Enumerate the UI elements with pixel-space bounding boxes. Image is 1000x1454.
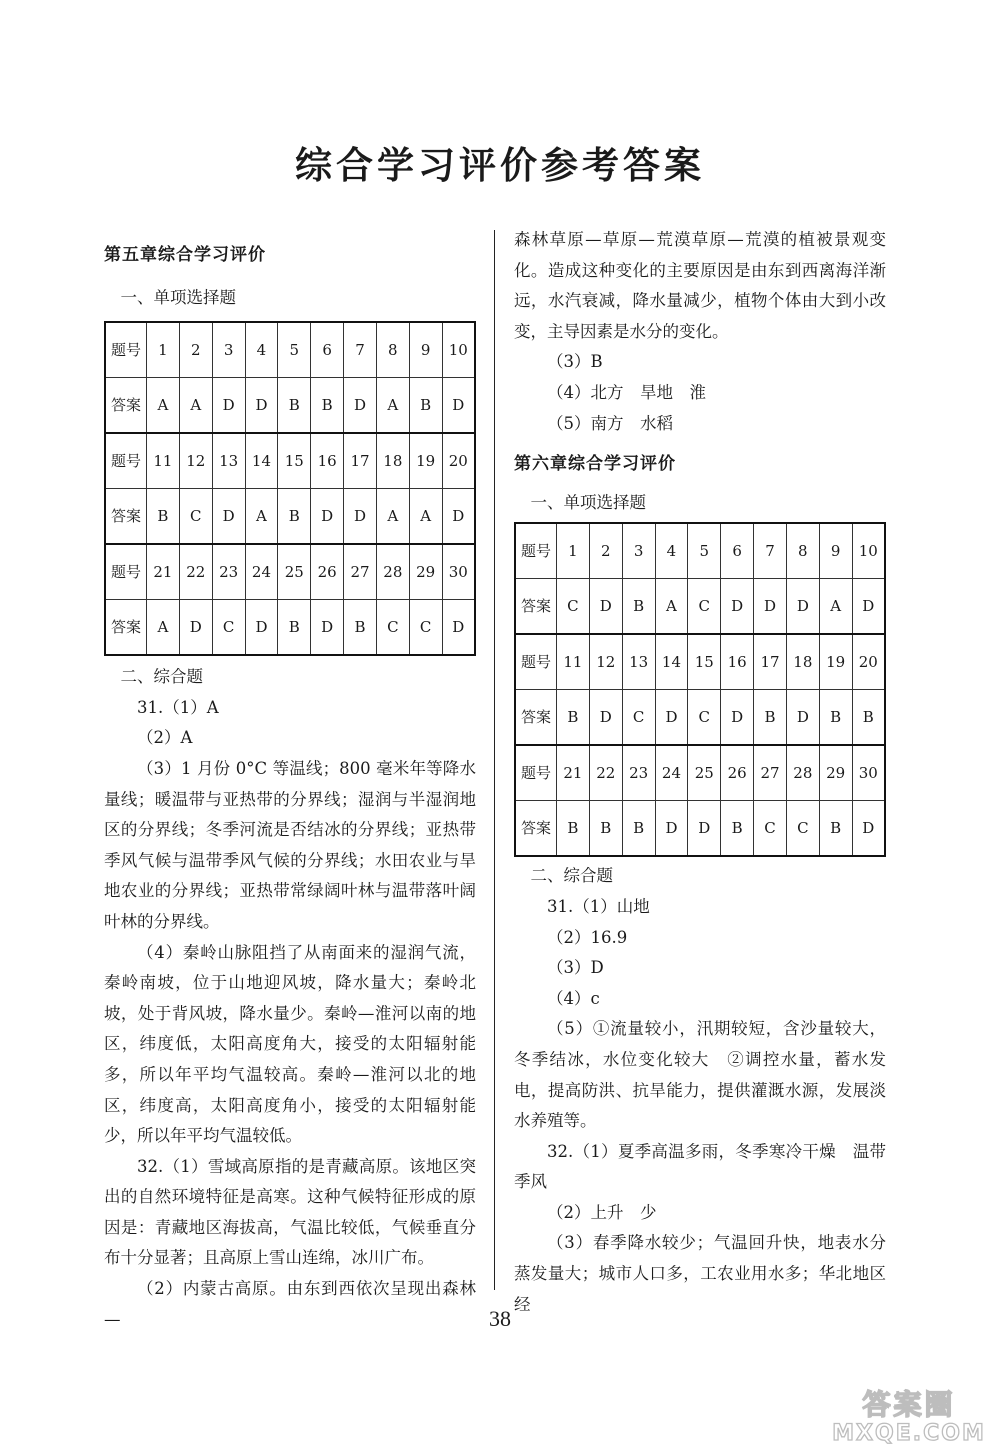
row-label: 题号 xyxy=(515,523,557,579)
answer-cell: D xyxy=(721,579,754,635)
question-number: 26 xyxy=(311,544,344,600)
watermark-logo xyxy=(828,1384,990,1446)
answer-group xyxy=(105,433,475,544)
question-number: 4 xyxy=(245,322,278,378)
answer-cell: A xyxy=(376,378,409,434)
answer-cell: D xyxy=(212,489,245,545)
table-row xyxy=(105,322,475,378)
chapter6-answer-table xyxy=(514,522,886,857)
question-number: 8 xyxy=(786,523,819,579)
chapter5-section1-heading: 一、单项选择题 xyxy=(120,287,236,307)
answer-paragraph: （4）北方 旱地 淮 xyxy=(547,382,706,402)
question-number: 28 xyxy=(376,544,409,600)
question-number: 9 xyxy=(409,322,442,378)
row-label: 答案 xyxy=(105,600,147,656)
question-number: 30 xyxy=(442,544,475,600)
answer-cell: C xyxy=(212,600,245,656)
answer-cell: D xyxy=(442,489,475,545)
question-number: 24 xyxy=(655,745,688,801)
question-number: 29 xyxy=(409,544,442,600)
question-number: 17 xyxy=(344,433,377,489)
answer-cell: C xyxy=(688,690,721,746)
answer-cell: B xyxy=(819,690,852,746)
question-number: 8 xyxy=(376,322,409,378)
answer-group xyxy=(515,634,885,745)
answer-cell: D xyxy=(311,489,344,545)
answer-paragraph: （3）B xyxy=(547,352,603,372)
answer-paragraph: 31.（1）A xyxy=(137,697,219,717)
question-number: 22 xyxy=(179,544,212,600)
question-number: 19 xyxy=(819,634,852,690)
question-number: 24 xyxy=(245,544,278,600)
answer-cell: B xyxy=(278,378,311,434)
answer-cell: C xyxy=(179,489,212,545)
answer-paragraph: （5）南方 水稻 xyxy=(547,413,673,433)
question-number: 15 xyxy=(278,433,311,489)
question-number: 7 xyxy=(344,322,377,378)
answer-paragraph: （4）秦岭山脉阻挡了从南面来的湿润气流，秦岭南坡，位于山地迎风坡，降水量大；秦岭北坡，处于背风坡，降水量少。秦岭—淮河以南的地区，纬度低，太阳高度角大，接受的太阳辐射能多，所以年平均气温较高。秦岭—淮河以北的地区，纬度高，太阳高度角小，接受的太阳辐射能少，所以年平均气温较低。 xyxy=(104,942,476,1146)
answer-cell: D xyxy=(852,579,885,635)
answer-cell: B xyxy=(278,600,311,656)
chapter5-answer-table xyxy=(104,321,476,656)
answer-cell: D xyxy=(245,378,278,434)
question-number: 6 xyxy=(721,523,754,579)
right-column xyxy=(514,225,886,1320)
table-row xyxy=(515,745,885,801)
chapter6-section1-heading: 一、单项选择题 xyxy=(530,492,646,512)
answer-cell: A xyxy=(376,489,409,545)
question-number: 27 xyxy=(754,745,787,801)
question-number: 10 xyxy=(852,523,885,579)
answer-group xyxy=(515,523,885,634)
question-number: 6 xyxy=(311,322,344,378)
question-number: 29 xyxy=(819,745,852,801)
answer-paragraph: （3）D xyxy=(547,958,604,978)
answer-cell: A xyxy=(245,489,278,545)
answer-cell: B xyxy=(557,690,590,746)
answer-cell: B xyxy=(754,690,787,746)
question-number: 3 xyxy=(212,322,245,378)
answer-cell: A xyxy=(147,600,180,656)
row-label: 题号 xyxy=(105,322,147,378)
answer-cell: C xyxy=(376,600,409,656)
answer-paragraph-continued: 森林草原—草原—荒漠草原—荒漠的植被景观变化。造成这种变化的主要原因是由东到西离海洋渐远，水汽衰减，降水量减少，植物个体由大到小改变，主导因素是水分的变化。 xyxy=(514,230,886,341)
answer-cell: D xyxy=(311,600,344,656)
question-number: 14 xyxy=(245,433,278,489)
answer-cell: D xyxy=(786,579,819,635)
answer-cell: B xyxy=(852,690,885,746)
question-number: 30 xyxy=(852,745,885,801)
question-number: 18 xyxy=(786,634,819,690)
row-label: 题号 xyxy=(515,634,557,690)
answer-cell: A xyxy=(179,378,212,434)
answer-cell: B xyxy=(819,801,852,857)
question-number: 1 xyxy=(147,322,180,378)
row-label: 答案 xyxy=(515,579,557,635)
answer-cell: B xyxy=(721,801,754,857)
answer-paragraph: （3）春季降水较少；气温回升快，地表水分蒸发量大；城市人口多，工农业用水多；华北地区经 xyxy=(514,1233,886,1314)
row-label: 答案 xyxy=(515,801,557,857)
question-number: 20 xyxy=(852,634,885,690)
answer-cell: D xyxy=(212,378,245,434)
chapter6-title: 第六章综合学习评价 xyxy=(514,454,676,475)
question-number: 16 xyxy=(721,634,754,690)
question-number: 11 xyxy=(557,634,590,690)
answer-cell: A xyxy=(819,579,852,635)
table-row xyxy=(105,544,475,600)
table-row xyxy=(515,523,885,579)
question-number: 21 xyxy=(557,745,590,801)
question-number: 12 xyxy=(589,634,622,690)
answer-cell: B xyxy=(589,801,622,857)
answer-cell: C xyxy=(622,690,655,746)
question-number: 4 xyxy=(655,523,688,579)
answer-cell: D xyxy=(442,378,475,434)
question-number: 5 xyxy=(688,523,721,579)
answer-cell: D xyxy=(442,600,475,656)
question-number: 23 xyxy=(622,745,655,801)
question-number: 7 xyxy=(754,523,787,579)
table-row xyxy=(105,489,475,545)
answer-cell: C xyxy=(754,801,787,857)
row-label: 答案 xyxy=(515,690,557,746)
question-number: 10 xyxy=(442,322,475,378)
answer-cell: D xyxy=(245,600,278,656)
question-number: 25 xyxy=(278,544,311,600)
answer-cell: D xyxy=(344,378,377,434)
question-number: 3 xyxy=(622,523,655,579)
answer-cell: C xyxy=(557,579,590,635)
answer-cell: B xyxy=(344,600,377,656)
chapter6-section2-heading: 二、综合题 xyxy=(530,866,613,886)
answer-cell: A xyxy=(147,378,180,434)
question-number: 20 xyxy=(442,433,475,489)
row-label: 答案 xyxy=(105,378,147,434)
row-label: 题号 xyxy=(105,433,147,489)
answer-cell: C xyxy=(409,600,442,656)
question-number: 12 xyxy=(179,433,212,489)
answer-cell: D xyxy=(344,489,377,545)
row-label: 题号 xyxy=(105,544,147,600)
question-number: 23 xyxy=(212,544,245,600)
answer-paragraph: （2）A xyxy=(137,728,193,748)
question-number: 17 xyxy=(754,634,787,690)
table-row xyxy=(515,690,885,746)
question-number: 15 xyxy=(688,634,721,690)
answer-paragraph: （2）上升 少 xyxy=(547,1202,657,1222)
question-number: 16 xyxy=(311,433,344,489)
answer-cell: D xyxy=(852,801,885,857)
question-number: 13 xyxy=(212,433,245,489)
answer-cell: B xyxy=(409,378,442,434)
question-number: 22 xyxy=(589,745,622,801)
question-number: 28 xyxy=(786,745,819,801)
question-number: 19 xyxy=(409,433,442,489)
answer-cell: B xyxy=(278,489,311,545)
question-number: 14 xyxy=(655,634,688,690)
table-row xyxy=(105,433,475,489)
column-divider xyxy=(494,230,495,1290)
left-column xyxy=(104,240,476,1335)
question-number: 11 xyxy=(147,433,180,489)
chapter5-title: 第五章综合学习评价 xyxy=(104,245,266,265)
answer-paragraph: （4）c xyxy=(547,988,600,1008)
answer-cell: D xyxy=(786,690,819,746)
answer-cell: B xyxy=(557,801,590,857)
answer-group xyxy=(105,322,475,433)
answer-paragraph: （2）内蒙古高原。由东到西依次呈现出森林— xyxy=(104,1279,476,1329)
answer-paragraph: （2）16.9 xyxy=(547,927,628,947)
page-title: 综合学习评价参考答案 xyxy=(295,144,705,187)
answer-cell: C xyxy=(786,801,819,857)
table-row xyxy=(515,579,885,635)
question-number: 13 xyxy=(622,634,655,690)
table-row xyxy=(105,378,475,434)
question-number: 1 xyxy=(557,523,590,579)
answer-cell: D xyxy=(754,579,787,635)
row-label: 题号 xyxy=(515,745,557,801)
answer-cell: B xyxy=(622,801,655,857)
svg-text:MXQE.COM: MXQE.COM xyxy=(832,1421,986,1446)
question-number: 2 xyxy=(179,322,212,378)
answer-paragraph: （3）1 月份 0°C 等温线；800 毫米年等降水量线；暖温带与亚热带的分界线；湿润与半湿润地区的分界线；冬季河流是否结冰的分界线；亚热带季风气候与温带季风气候的分界线；水田农业与旱地农业的分界线；亚热带常绿阔叶林与温带落叶阔叶林的分界线。 xyxy=(104,758,476,931)
answer-paragraph: 32.（1）雪域高原指的是青藏高原。该地区突出的自然环境特征是高寒。这种气候特征形成的原因是：青藏地区海拔高，气温比较低，气候垂直分布十分显著；且高原上雪山连绵，冰川广布。 xyxy=(104,1156,476,1268)
table-row xyxy=(105,600,475,656)
table-row xyxy=(515,801,885,857)
answer-group xyxy=(105,544,475,655)
answer-cell: D xyxy=(589,690,622,746)
answer-cell: D xyxy=(721,690,754,746)
answer-cell: B xyxy=(147,489,180,545)
answer-cell: D xyxy=(655,801,688,857)
answer-cell: D xyxy=(688,801,721,857)
answer-cell: B xyxy=(311,378,344,434)
answer-cell: D xyxy=(589,579,622,635)
svg-text:答案圈: 答案圈 xyxy=(862,1388,956,1421)
question-number: 25 xyxy=(688,745,721,801)
question-number: 18 xyxy=(376,433,409,489)
answer-paragraph: 31.（1）山地 xyxy=(547,896,650,916)
row-label: 答案 xyxy=(105,489,147,545)
chapter5-section2-heading: 二、综合题 xyxy=(120,667,203,687)
answer-paragraph: 32.（1）夏季高温多雨，冬季寒冷干燥 温带季风 xyxy=(514,1141,886,1192)
answer-cell: D xyxy=(179,600,212,656)
answer-cell: C xyxy=(688,579,721,635)
answer-cell: D xyxy=(655,690,688,746)
question-number: 5 xyxy=(278,322,311,378)
table-row xyxy=(515,634,885,690)
page-number: 38 xyxy=(489,1306,511,1331)
question-number: 21 xyxy=(147,544,180,600)
question-number: 9 xyxy=(819,523,852,579)
answer-cell: B xyxy=(622,579,655,635)
answer-cell: A xyxy=(655,579,688,635)
question-number: 26 xyxy=(721,745,754,801)
answer-paragraph: （5）①流量较小，汛期较短，含沙量较大，冬季结冰，水位变化较大 ②调控水量，蓄水发电，提高防洪、抗旱能力，提供灌溉水源，发展淡水养殖等。 xyxy=(514,1019,886,1131)
question-number: 27 xyxy=(344,544,377,600)
question-number: 2 xyxy=(589,523,622,579)
answer-group xyxy=(515,745,885,856)
answer-cell: A xyxy=(409,489,442,545)
